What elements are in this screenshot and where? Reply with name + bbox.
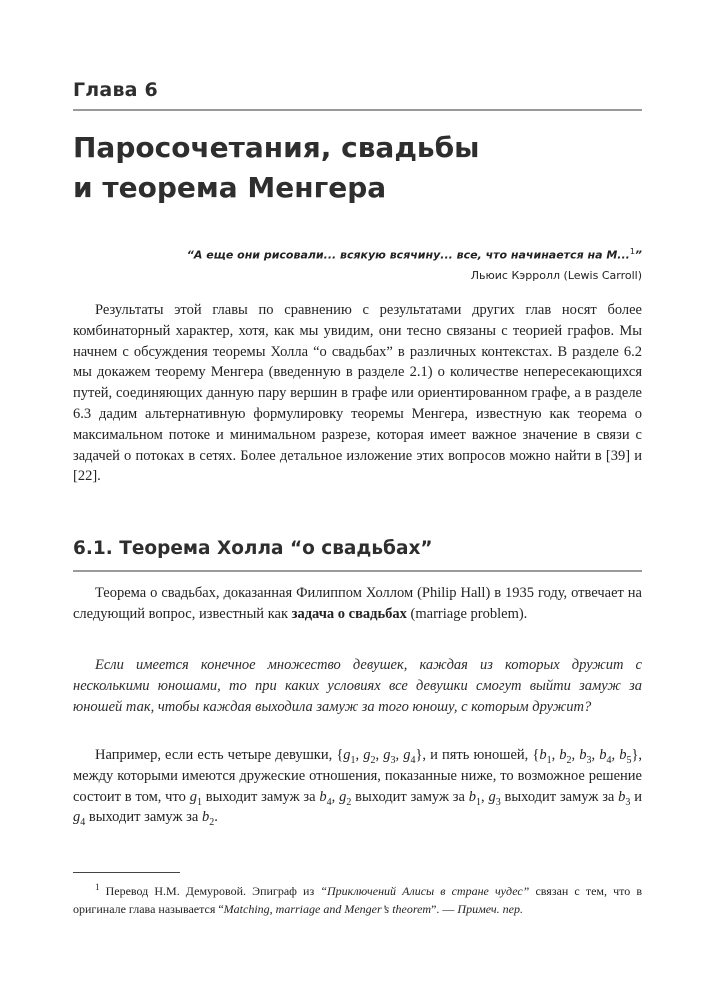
math-b: b [559,747,567,763]
math-g: g [339,788,347,805]
subscript: 1 [546,754,552,766]
subscript: 2 [209,817,215,829]
chapter-title-line-2: и теорема Менгера [73,171,387,204]
math-g: g [343,747,351,763]
footnote [73,878,642,918]
text: выходит замуж за [500,788,619,805]
text: , [551,747,560,763]
text: Например, если есть четыре девушки, { [95,747,344,763]
subscript: 4 [80,817,86,829]
text: , [611,747,620,763]
paragraph-marriage-theorem [73,583,642,625]
epigraph-author: Льюис Кэрролл (Lewis Carroll) [470,268,642,282]
subscript: 4 [606,754,612,766]
subscript: 3 [625,796,631,808]
text: выходит замуж за [85,809,202,826]
subscript: 2 [566,754,572,766]
text: ”. — [431,902,458,916]
text: выходит замуж за [201,788,320,805]
text: Перевод Н.М. Демуровой. Эпиграф из [99,884,321,898]
math-g: g [488,788,496,805]
chapter-title-line-1: Паросочетания, свадьбы [73,131,480,164]
text: и [630,788,642,805]
chapter-divider [73,109,642,111]
math-b: b [468,788,477,805]
subscript: 3 [586,754,592,766]
math-b: b [579,747,587,763]
math-b: b [619,747,627,763]
text: , [355,747,364,763]
subscript: 3 [390,754,396,766]
math-g: g [403,747,411,763]
epigraph [73,242,642,286]
subscript: 1 [350,754,356,766]
section-divider [73,570,642,572]
math-g: g [383,747,391,763]
text: . [214,809,218,826]
text: Теорема о свадьбах, доказанная Филиппом Холлом (Philip Hall) в 1935 году, отвечает на следующий вопрос, известный как [73,585,642,622]
math-b: b [539,747,547,763]
math-g: g [189,788,197,805]
chapter-title [73,128,480,208]
subscript: 4 [410,754,416,766]
paragraph-example [73,745,642,828]
intro-paragraph: Результаты этой главы по сравнению с результатами других глав носят более комбинаторный характер, хотя, как мы увидим, они тесно связаны с теорией графов. Мы начнем с обсуждения теоремы Холла “о свадьбах” в различных контекстах. В разделе 6.2 мы докажем теорему Менгера (введенную в разделе 2.1) о количестве непересекающихся путей, соединяющих данную пару вершин в графе или ориентированном графе, а в разделе 6.3 дадим альтернативную формулировку теоремы Менгера, известную как теорема о максимальном потоке и минимальном разрезе, которая имеет важное значение в связи с задачей о потоках в сетях. Более детальное изложение этих вопросов можно найти в [39] и [22]. [73,302,642,485]
epigraph-footnote-mark: 1 [629,247,635,256]
original-chapter-title: Matching, marriage and Menger’s theorem [223,902,432,916]
subscript: 2 [346,796,352,808]
footnote-mark: 1 [95,882,100,892]
section-heading: 6.1. Теорема Холла “о свадьбах” [73,538,433,559]
footnote-divider [73,872,180,873]
subscript: 4 [326,796,332,808]
text: связан с тем, что в оригинале глава называется “ [73,884,642,916]
problem-statement: Если имеется конечное множество девушек, каждая из которых дружит с несколькими юношами, то при каких условиях все девушки смогут выйти замуж за юношей так, чтобы каждая выходила замуж за того юношу, с которым дружит? [73,657,642,715]
math-b: b [599,747,607,763]
subscript: 1 [476,796,482,808]
math-b: b [319,788,327,805]
text: , [481,788,489,805]
epigraph-quote-end: ” [634,248,642,262]
text: выходит замуж за [351,788,469,805]
text: , [375,747,384,763]
chapter-label: Глава 6 [73,79,158,101]
subscript: 2 [370,754,376,766]
subscript: 1 [196,796,202,808]
math-b: b [618,788,626,805]
math-b: b [201,809,210,826]
term-marriage-problem: задача о свадьбах [291,605,407,622]
text: }, и пять юношей, { [415,747,540,763]
text: , [591,747,600,763]
text: , [395,747,404,763]
subscript: 5 [626,754,632,766]
text: , [571,747,580,763]
math-g: g [73,809,81,826]
translator-note: Примеч. пер. [457,902,523,916]
text: , [331,788,340,805]
subscript: 3 [495,796,501,808]
epigraph-quote-text: “А еще они рисовали... всякую всячину... все, что начинается на М... [186,248,630,262]
text: (marriage problem). [406,605,528,622]
text: }, между которыми имеются дружеские отношения, показанные ниже, то возможное решение состоит в том, что [73,747,643,805]
book-title: “Приключений Алисы в стране чудес” [320,884,530,898]
math-g: g [363,747,371,763]
epigraph-quote [73,242,642,266]
